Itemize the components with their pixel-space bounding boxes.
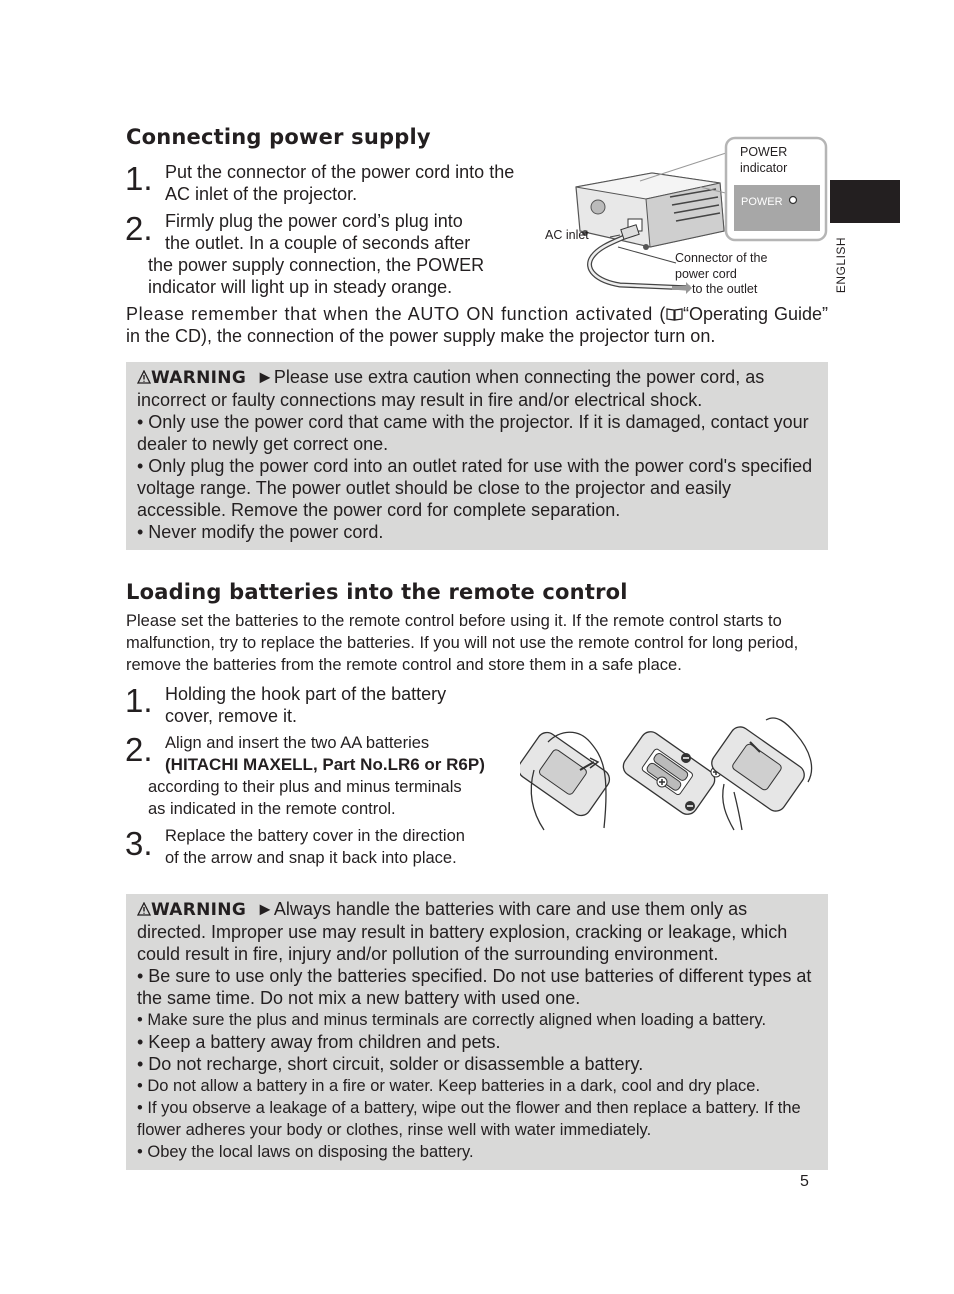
auto-on-note: [126, 303, 828, 347]
power-indicator-label-2: indicator: [740, 161, 788, 175]
battery-step-2-line-1: Align and insert the two AA batteries: [165, 734, 430, 752]
battery-step-3-line-2: of the arrow and snap it back into place.: [165, 849, 457, 867]
power-section-heading: Connecting power supply: [126, 125, 431, 149]
battery-step-1-line-1: Holding the hook part of the battery: [165, 684, 447, 704]
batteries-intro: Please set the batteries to the remote control before using it. If the remote control starts to malfunction, try to replace the batteries. If you will not use the remote control for long period, remove the batteries from the remote control and store them in a safe place.: [126, 612, 799, 674]
power-warning-bullet-1: • Only use the power cord that came with the projector. If it is damaged, contact your dealer to newly get correct one.: [137, 412, 809, 454]
remove-cover-illustration: [520, 729, 613, 830]
warning-label: WARNING: [151, 900, 247, 920]
batteries-section-heading: Loading batteries into the remote control: [126, 580, 628, 604]
battery-warning-text: ►Always handle the batteries with care and use them only as directed. Improper use may result in battery explosion, cracking or leakage, which could result in fire, injury and/or pollution of the surrounding environment.: [137, 899, 788, 964]
battery-step-2-line-4: as indicated in the remote control.: [148, 800, 396, 818]
battery-step-3-line-1: Replace the battery cover in the direction: [165, 827, 465, 845]
ac-inlet-label: AC inlet: [545, 228, 589, 242]
power-warning-text: ►Please use extra caution when connecting the power cord, as incorrect or faulty connections may result in fire and/or electrical shock.: [137, 367, 765, 410]
warning-triangle-icon: [137, 902, 151, 916]
power-warning-bullet-2: • Only plug the power cord into an outlet rated for use with the power cord's specified voltage range. The power outlet should be close to the projector and easily accessible. Remove the power cord for complete separation.: [137, 456, 813, 520]
battery-loading-figure: [520, 712, 830, 832]
power-warning-bullet-3: • Never modify the power cord.: [137, 522, 384, 542]
battery-part-number: (HITACHI MAXELL, Part No.LR6 or R6P): [165, 755, 485, 774]
connector-label-2: power cord: [675, 267, 737, 281]
power-step-2-line-3: the power supply connection, the POWER: [148, 255, 485, 275]
outlet-label: to the outlet: [692, 282, 758, 296]
battery-warning-bullet-3: • Keep a battery away from children and pets.: [137, 1032, 501, 1052]
battery-warning-bullet-2: • Make sure the plus and minus terminals are correctly aligned when loading a battery.: [137, 1011, 767, 1029]
battery-warning-line-1: [137, 898, 821, 965]
language-label-text: ENGLISH: [834, 236, 849, 294]
page-number: 5: [800, 1173, 809, 1190]
connector-label-1: Connector of the: [675, 251, 768, 265]
battery-warning-bullet-4: • Do not recharge, short circuit, solder or disassemble a battery.: [137, 1054, 644, 1074]
warning-label: WARNING: [151, 368, 247, 388]
battery-step-2-line-3: according to their plus and minus terminals: [148, 778, 462, 796]
battery-warning-bullet-5: • Do not allow a battery in a fire or water. Keep batteries in a dark, cool and dry place.: [137, 1077, 761, 1095]
power-step-1-number: 1.: [125, 160, 153, 197]
power-indicator-led: [790, 197, 797, 204]
power-indicator-label-1: POWER: [740, 145, 788, 159]
battery-step-1-number: 1.: [125, 682, 153, 719]
power-step-1-line-1: Put the connector of the power cord into the: [165, 162, 515, 182]
warning-triangle-icon: [137, 370, 151, 384]
book-icon: [666, 307, 683, 321]
power-step-1-line-2: AC inlet of the projector.: [165, 184, 358, 204]
power-warning-line-1: [137, 366, 821, 411]
language-tab: [830, 180, 900, 223]
replace-cover-illustration: [708, 718, 812, 830]
battery-step-3-number: 3.: [125, 825, 153, 862]
power-step-2-line-4: indicator will light up in steady orange.: [148, 277, 453, 297]
battery-warning-bullet-7: • Obey the local laws on disposing the battery.: [137, 1143, 474, 1161]
auto-on-note-part-2: “Operating Guide” in the CD), the connection of the power supply make the projector turn on.: [126, 304, 828, 346]
language-label: [827, 236, 857, 296]
power-step-2-line-1: Firmly plug the power cord’s plug into: [165, 211, 463, 231]
battery-step-2-number: 2.: [125, 731, 153, 768]
power-warning-box: [126, 362, 828, 550]
projector-illustration: [576, 173, 724, 250]
battery-step-1-line-2: cover, remove it.: [165, 706, 298, 726]
auto-on-note-part-1: Please remember that when the AUTO ON function activated (: [126, 304, 666, 324]
battery-warning-bullet-1: • Be sure to use only the batteries specified. Do not use batteries of different types at the same time. Do not mix a new battery with used one.: [137, 966, 812, 1008]
battery-warning-bullet-6: • If you observe a leakage of a battery, wipe out the flower and then replace a battery. If the flower adheres your body or clothes, rinse well with water immediately.: [137, 1099, 801, 1139]
power-step-2-line-2: the outlet. In a couple of seconds after: [165, 233, 471, 253]
battery-warning-box: [126, 894, 828, 1170]
power-button-text: POWER: [741, 196, 783, 208]
power-step-2-number: 2.: [125, 210, 153, 247]
